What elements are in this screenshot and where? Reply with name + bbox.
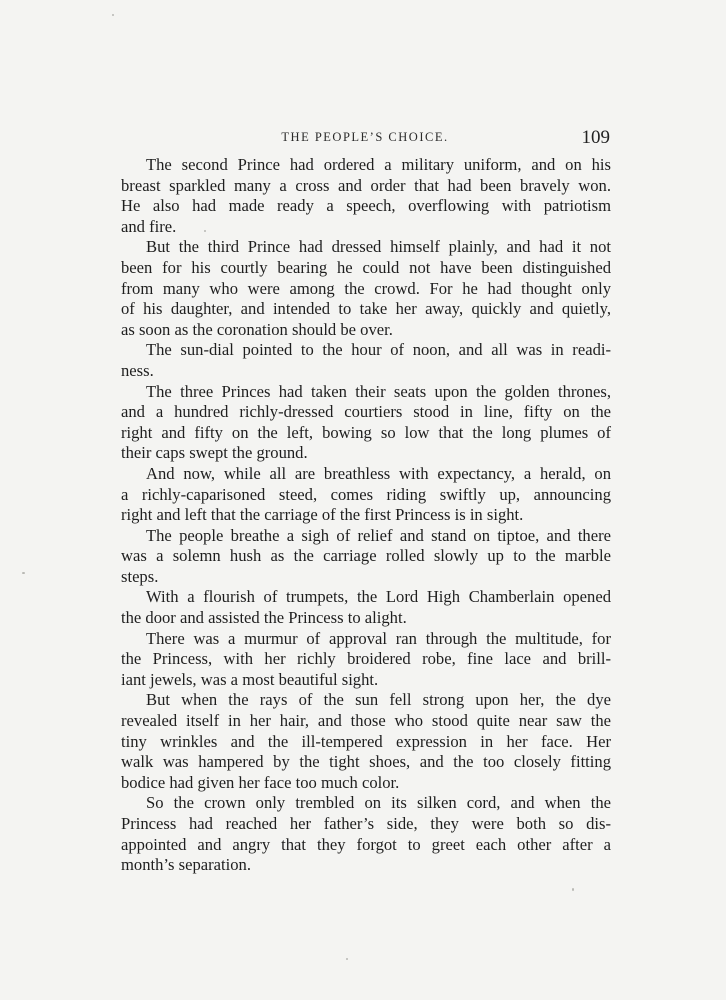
running-title: THE PEOPLE’S CHOICE. <box>281 130 449 144</box>
paragraph <box>121 690 611 793</box>
paragraph <box>121 155 611 237</box>
text-line: steps. <box>121 566 159 586</box>
text-line: from many who were among the crowd. For he had thought only <box>121 278 611 298</box>
text-line: of his daughter, and intended to take her away, quickly and quietly, <box>121 299 611 319</box>
text-line: revealed itself in her hair, and those who stood quite near saw the <box>121 711 611 731</box>
paper-speck <box>572 888 574 891</box>
text-line: the Princess, with her richly broidered robe, fine lace and brill- <box>121 649 611 669</box>
paragraph <box>121 526 611 588</box>
text-line: With a flourish of trumpets, the Lord High Chamberlain opened <box>146 587 611 607</box>
paragraph <box>121 587 611 628</box>
text-line: tiny wrinkles and the ill-tempered expression in her face. Her <box>121 731 611 751</box>
text-line: iant jewels, was a most beautiful sight. <box>121 669 379 689</box>
paragraph <box>121 340 611 381</box>
text-line: and a hundred richly-dressed courtiers stood in line, fifty on the <box>121 402 611 422</box>
text-line: The three Princes had taken their seats upon the golden thrones, <box>146 381 611 401</box>
text-line: right and left that the carriage of the first Princess is in sight. <box>121 505 524 525</box>
paper-speck <box>112 14 114 16</box>
text-line: month’s separation. <box>121 855 251 875</box>
text-line: He also had made ready a speech, overflowing with patriotism <box>121 196 611 216</box>
paragraph <box>121 793 611 875</box>
text-line: But the third Prince had dressed himself plainly, and had it not <box>146 237 611 257</box>
text-line: a richly-caparisoned steed, comes riding swiftly up, announcing <box>121 484 611 504</box>
text-line: bodice had given her face too much color. <box>121 772 400 792</box>
text-line: their caps swept the ground. <box>121 443 308 463</box>
paragraph <box>121 382 611 464</box>
paper-speck <box>204 230 206 232</box>
text-line: was a solemn hush as the carriage rolled slowly up to the marble <box>121 546 611 566</box>
text-line: The sun-dial pointed to the hour of noon, and all was in readi- <box>146 340 611 360</box>
text-line: been for his courtly bearing he could not have been distinguished <box>121 257 611 277</box>
text-line: appointed and angry that they forgot to greet each other after a <box>121 834 611 854</box>
text-line: There was a murmur of approval ran through the multitude, for <box>146 628 611 648</box>
text-line: ness. <box>121 360 154 380</box>
text-line: walk was hampered by the tight shoes, and the too closely fitting <box>121 752 611 772</box>
page-header <box>120 127 610 151</box>
text-line: The people breathe a sigh of relief and stand on tiptoe, and there <box>146 525 611 545</box>
text-line: But when the rays of the sun fell strong upon her, the dye <box>146 690 611 710</box>
paper-speck <box>346 958 348 960</box>
body-text <box>121 155 611 876</box>
text-line: and fire. <box>121 216 177 236</box>
paragraph <box>121 237 611 340</box>
text-line: So the crown only trembled on its silken cord, and when the <box>146 793 611 813</box>
text-line: the door and assisted the Princess to alight. <box>121 608 407 628</box>
paragraph <box>121 464 611 526</box>
text-line: And now, while all are breathless with expectancy, a herald, on <box>146 463 611 483</box>
text-line: as soon as the coronation should be over. <box>121 319 393 339</box>
text-line: Princess had reached her father’s side, they were both so dis- <box>121 814 611 833</box>
text-line: breast sparkled many a cross and order that had been bravely won. <box>121 175 611 195</box>
text-line: The second Prince had ordered a military uniform, and on his <box>146 155 611 174</box>
paragraph <box>121 629 611 691</box>
text-line: right and fifty on the left, bowing so low that the long plumes of <box>121 422 611 442</box>
page-number: 109 <box>581 127 610 148</box>
paper-speck <box>22 572 25 574</box>
